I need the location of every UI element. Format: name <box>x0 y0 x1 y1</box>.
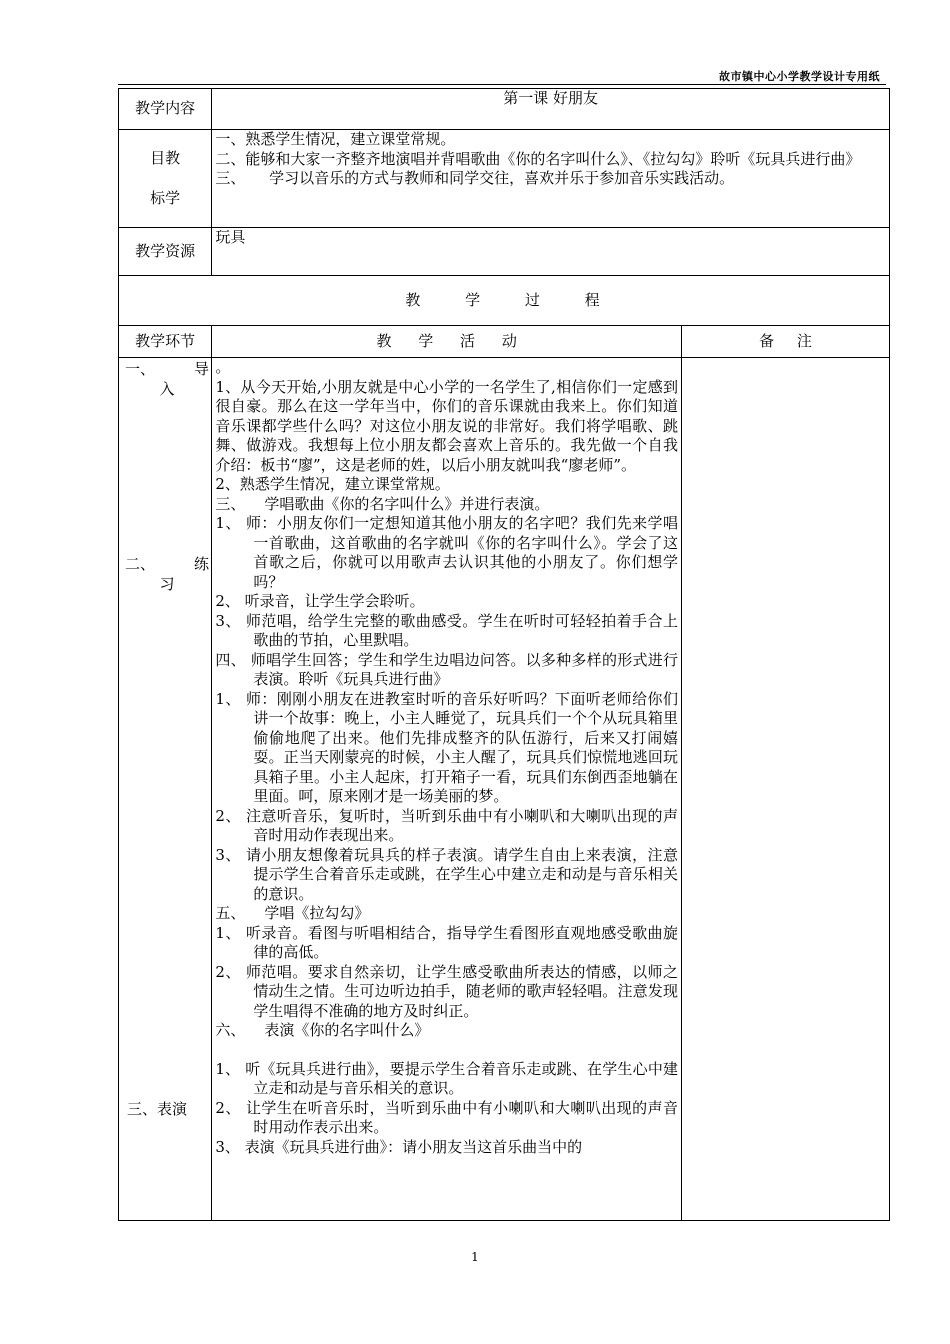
goals-label-bottom: 标学 <box>150 188 181 207</box>
stage-practice-char1: 练 <box>193 555 209 573</box>
header-school-note: 故市镇中心小学教学设计专用纸 <box>719 70 880 83</box>
row-goals <box>119 130 890 228</box>
lesson-table <box>118 88 890 1221</box>
resources-value: 玩具 <box>212 228 890 276</box>
activity-2: 2、熟悉学生情况，建立课堂常规。 <box>215 475 450 493</box>
stage-intro-char2: 入 <box>159 379 175 398</box>
resources-label: 教学资源 <box>119 228 212 276</box>
header-rule <box>118 84 886 85</box>
goals-label-top: 目教 <box>150 149 181 167</box>
row-resources <box>119 228 890 276</box>
content-title: 第一课 好朋友 <box>212 89 890 130</box>
activity-14: 六、 表演《你的名字叫什么》 <box>215 1021 430 1039</box>
activity-16: 1、 听《玩具兵进行曲》，要提示学生合着音乐走或跳、在学生心中建立走和动是与音乐相关的意识。 <box>215 1059 679 1097</box>
activity-12: 1、 听录音。看图与听唱相结合，指导学生看图形直观地感受歌曲旋律的高低。 <box>215 923 679 961</box>
activity-5: 2、 听录音，让学生学会聆听。 <box>215 592 425 610</box>
notes-cell <box>682 358 890 1221</box>
activity-8: 1、 师：刚刚小朋友在进教室时听的音乐好听吗？下面听老师给你们讲一个故事：晚上，小主人睡觉了，玩具兵们一个个从玩具箱里偷偷地爬了出来。他们先排成整齐的队伍游行，后来又打闹嬉耍。正当天刚蒙亮的时候，小主人醒了，玩具兵们惊慌地逃回玩具箱子里。小主人起床，打开箱子一看，玩具们东倒西歪地躺在里面。呵，原来刚才是一场美丽的梦。 <box>215 689 679 805</box>
col-activity-header: 教 学 活 动 <box>212 326 682 358</box>
activity-6: 3、 师范唱，给学生完整的歌曲感受。学生在听时可轻轻拍着手合上歌曲的节拍，心里默唱。 <box>215 611 679 649</box>
row-process-title <box>119 276 890 326</box>
activity-0: 。 <box>215 358 231 376</box>
stage-practice-char2: 习 <box>159 574 175 593</box>
activity-13: 2、 师范唱。要求自然亲切，让学生感受歌曲所表达的情感，以师之情动生之情。生可边听边拍手，随老师的歌声轻轻唱。注意发现学生唱得不准确的地方及时纠正。 <box>215 962 679 1020</box>
process-title: 教 学 过 程 <box>119 276 890 326</box>
stage-practice <box>125 555 209 594</box>
col-notes-header: 备 注 <box>682 326 890 358</box>
activity-cell <box>212 358 682 1221</box>
activity-1: 1、从今天开始,小朋友就是中心小学的一名学生了,相信你们一定感到很自豪。那么在这一学年当中，你们的音乐课就由我来上。你们知道音乐课都学些什么吗？对这位小朋友说的非常好。我们将学唱歌、跳舞、做游戏。我想每上位小朋友都会喜欢上音乐的。我先做一个自我介绍：板书“廖”，这是老师的姓，以后小朋友就叫我“廖老师”。 <box>215 377 679 474</box>
stage-practice-num: 二、 <box>125 555 156 573</box>
page-number: 1 <box>471 1250 479 1264</box>
stage-intro-char1: 导 <box>193 360 209 378</box>
goal-1: 一、熟悉学生情况，建立课堂常规。 <box>215 130 456 148</box>
activity-3: 三、 学唱歌曲《你的名字叫什么》并进行表演。 <box>215 494 550 513</box>
goal-3: 三、 学习以音乐的方式与教师和同学交往，喜欢并乐于参加音乐实践活动。 <box>215 169 735 187</box>
row-content <box>119 89 890 130</box>
row-process-body <box>119 358 890 1221</box>
stage-intro-num: 一、 <box>125 360 156 378</box>
activity-9: 2、 注意听音乐，复听时，当听到乐曲中有小喇叭和大喇叭出现的声音时用动作表现出来。 <box>215 806 679 844</box>
activity-spacer <box>215 1041 678 1060</box>
stage-cell <box>119 358 212 1221</box>
activity-17: 2、 让学生在听音乐时，当听到乐曲中有小喇叭和大喇叭出现的声音时用动作表示出来。 <box>215 1098 679 1136</box>
activity-7: 四、 师唱学生回答；学生和学生边唱边问答。以多种多样的形式进行表演。聆听《玩具兵进行曲》 <box>215 650 679 688</box>
col-stage-header: 教学环节 <box>119 326 212 358</box>
activity-10: 3、 请小朋友想像着玩具兵的样子表演。请学生自由上来表演，注意提示学生合着音乐走或跳，在学生心中建立走和动是与音乐相关的意识。 <box>215 845 679 903</box>
activity-4: 1、 师：小朋友你们一定想知道其他小朋友的名字吧？我们先来学唱一首歌曲，这首歌曲的名字就叫《你的名字叫什么》。学会了这首歌之后，你就可以用歌声去认识其他的小朋友了。你们想学吗？ <box>215 514 679 591</box>
activity-11: 五、 学唱《拉勾勾》 <box>215 904 370 922</box>
activity-18: 3、 表演《玩具兵进行曲》：请小朋友当这首乐曲当中的 <box>215 1137 583 1156</box>
content-label: 教学内容 <box>119 89 212 130</box>
row-column-headers <box>119 326 890 358</box>
goals-label <box>119 130 212 228</box>
goal-2: 二、能够和大家一齐整齐地演唱并背唱歌曲《你的名字叫什么》、《拉勾勾》聆听《玩具兵进行曲》 <box>215 149 861 168</box>
goals-cell <box>212 130 890 228</box>
stage-perform: 三、表演 <box>127 1100 188 1118</box>
stage-intro <box>125 360 209 399</box>
